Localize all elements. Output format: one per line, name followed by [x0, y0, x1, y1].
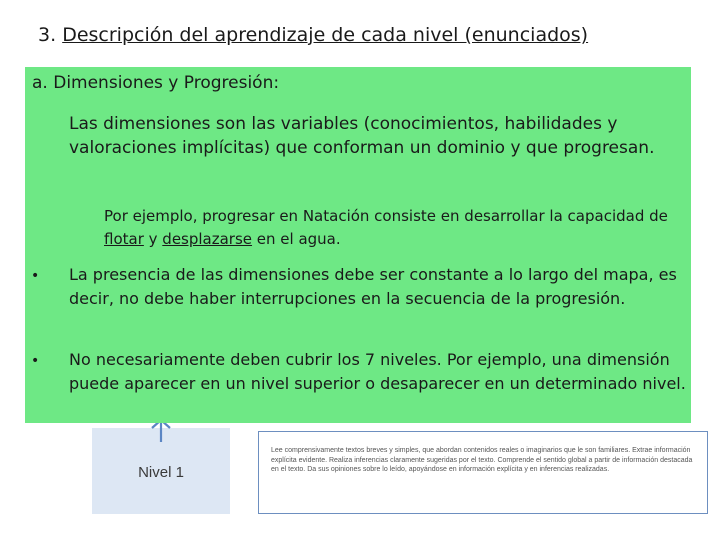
example-suffix: en el agua. — [252, 230, 341, 248]
level-label: Nivel 1 — [138, 464, 184, 481]
example-prefix: Por ejemplo, progresar en Natación consiste en desarrollar la capacidad de — [104, 207, 668, 225]
example-word-flotar: flotar — [104, 230, 144, 248]
definition-paragraph: Las dimensiones son las variables (conocimientos, habilidades y valoraciones implícitas) que conforman un dominio y que progresan. — [69, 114, 655, 158]
example-paragraph — [104, 205, 684, 251]
example-word-desplazarse: desplazarse — [162, 230, 253, 248]
title-number: 3. — [38, 24, 57, 46]
page-title — [38, 24, 588, 46]
bullet-text: No necesariamente deben cubrir los 7 niveles. Por ejemplo, una dimensión puede aparecer en un nivel superior o desaparecer en un determinado nivel. — [69, 350, 686, 393]
bullet-icon: • — [31, 268, 40, 284]
example-middle: y — [143, 230, 163, 248]
bullet-text: La presencia de las dimensiones debe ser constante a lo largo del mapa, es decir, no debe haber interrupciones en la secuencia de la progresión. — [69, 265, 677, 308]
level-description-box: Lee comprensivamente textos breves y simples, que abordan contenidos reales o imaginarios que le son familiares. Extrae información explícita evidente. Realiza inferencias claramente sugeridas por el texto. Comprende el sentido global a partir de información destacada en el texto. Da sus opiniones sobre lo leído, apoyándose en información explícita y en inferencias realizadas. — [258, 431, 708, 514]
title-text: Descripción del aprendizaje de cada nivel (enunciados) — [62, 24, 589, 46]
panel-heading: a. Dimensiones y Progresión: — [32, 73, 280, 93]
bullet-icon: • — [31, 353, 40, 369]
